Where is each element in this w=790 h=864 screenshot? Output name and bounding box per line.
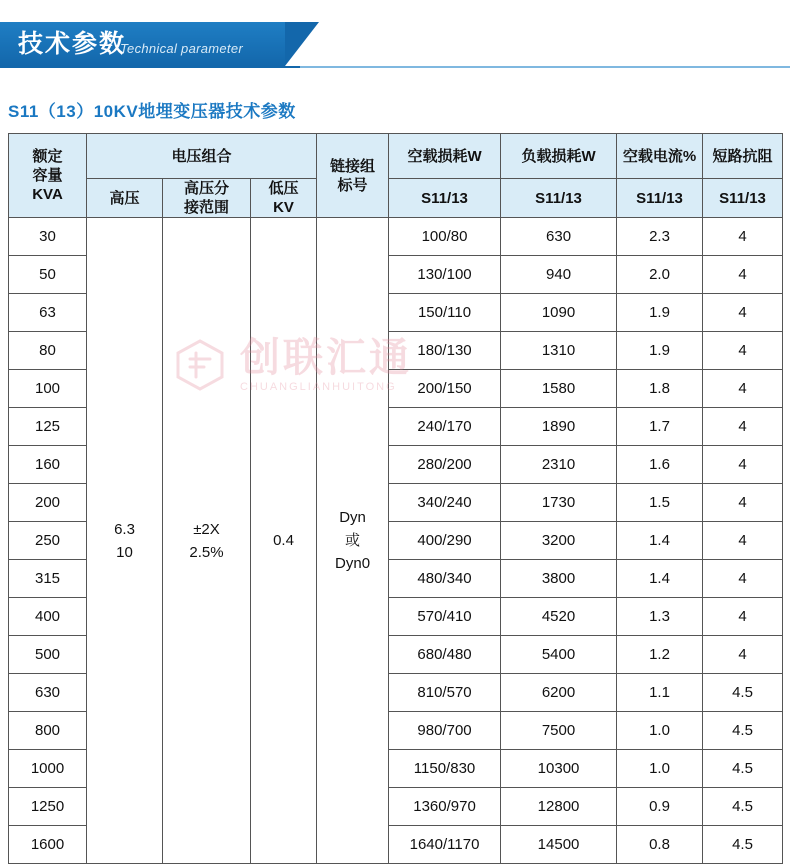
header-rated-capacity <box>9 134 87 218</box>
cell-rated-capacity: 1600 <box>9 826 87 864</box>
header-rated-capacity-line3: KVA <box>32 186 63 203</box>
header-model-impedance: S11/13 <box>703 179 783 218</box>
header-no-load-loss: 空载损耗W <box>389 134 501 179</box>
banner-title-chinese: 技术参数 <box>18 30 127 58</box>
header-model-no-load-current: S11/13 <box>617 179 703 218</box>
table-row <box>9 218 783 256</box>
cell-load-loss: 630 <box>501 218 617 256</box>
cell-load-loss: 3800 <box>501 560 617 598</box>
cell-impedance: 4 <box>703 218 783 256</box>
cell-impedance: 4 <box>703 446 783 484</box>
cell-load-loss: 940 <box>501 256 617 294</box>
cell-impedance: 4.5 <box>703 788 783 826</box>
cell-rated-capacity: 63 <box>9 294 87 332</box>
cell-impedance: 4 <box>703 598 783 636</box>
cell-rated-capacity: 50 <box>9 256 87 294</box>
cell-no-load-current: 1.9 <box>617 332 703 370</box>
header-high-voltage-tap-line2: 接范围 <box>183 199 229 216</box>
header-voltage-group: 电压组合 <box>87 134 317 179</box>
header-low-voltage <box>251 179 317 218</box>
cell-impedance: 4.5 <box>703 826 783 864</box>
cell-rated-capacity: 80 <box>9 332 87 370</box>
cell-high-voltage-merged <box>87 218 163 864</box>
cell-no-load-current: 2.3 <box>617 218 703 256</box>
cell-impedance: 4 <box>703 370 783 408</box>
cell-load-loss: 1580 <box>501 370 617 408</box>
header-model-load-loss: S11/13 <box>501 179 617 218</box>
cell-no-load-current: 1.0 <box>617 712 703 750</box>
cell-load-loss: 10300 <box>501 750 617 788</box>
header-link-group-line1: 链接组 <box>330 157 376 175</box>
cell-no-load-loss: 980/700 <box>389 712 501 750</box>
cell-load-loss: 1730 <box>501 484 617 522</box>
cell-impedance: 4 <box>703 294 783 332</box>
header-link-group <box>317 134 389 218</box>
cell-high-voltage-tap-merged <box>163 218 251 864</box>
cell-impedance: 4.5 <box>703 712 783 750</box>
cell-rated-capacity: 500 <box>9 636 87 674</box>
cell-load-loss: 7500 <box>501 712 617 750</box>
header-link-group-line2: 标号 <box>337 176 368 194</box>
cell-no-load-loss: 570/410 <box>389 598 501 636</box>
page-header-banner <box>0 0 790 88</box>
cell-no-load-loss: 1360/970 <box>389 788 501 826</box>
cell-rated-capacity: 250 <box>9 522 87 560</box>
header-load-loss: 负载损耗W <box>501 134 617 179</box>
table-header <box>9 134 783 218</box>
cell-no-load-loss: 1640/1170 <box>389 826 501 864</box>
cell-rated-capacity: 1250 <box>9 788 87 826</box>
technical-parameters-table <box>8 133 783 864</box>
cell-no-load-loss: 180/130 <box>389 332 501 370</box>
cell-load-loss: 14500 <box>501 826 617 864</box>
cell-impedance: 4 <box>703 636 783 674</box>
watermark-text-chinese: 创联汇通 <box>240 336 412 380</box>
table-header-row-2 <box>9 179 783 218</box>
cell-impedance: 4 <box>703 484 783 522</box>
cell-no-load-current: 1.7 <box>617 408 703 446</box>
section-title: S11（13）10KV地埋变压器技术参数 <box>8 102 296 121</box>
cell-rated-capacity: 630 <box>9 674 87 712</box>
cell-no-load-current: 1.4 <box>617 560 703 598</box>
cell-no-load-loss: 240/170 <box>389 408 501 446</box>
cell-rated-capacity: 125 <box>9 408 87 446</box>
cell-impedance: 4 <box>703 256 783 294</box>
cell-impedance: 4.5 <box>703 674 783 712</box>
header-low-voltage-line1: 低压 <box>268 180 299 197</box>
cell-link-group-line2: 或 <box>345 532 361 549</box>
cell-load-loss: 4520 <box>501 598 617 636</box>
cell-high-voltage-tap-line1: ±2X <box>193 520 220 538</box>
cell-rated-capacity: 30 <box>9 218 87 256</box>
cell-no-load-loss: 340/240 <box>389 484 501 522</box>
cell-no-load-current: 2.0 <box>617 256 703 294</box>
header-model-no-load-loss: S11/13 <box>389 179 501 218</box>
cell-low-voltage-merged: 0.4 <box>251 218 317 864</box>
cell-rated-capacity: 1000 <box>9 750 87 788</box>
header-rated-capacity-line2: 容量 <box>32 167 63 184</box>
cell-rated-capacity: 400 <box>9 598 87 636</box>
cell-no-load-current: 0.8 <box>617 826 703 864</box>
cell-impedance: 4 <box>703 332 783 370</box>
cell-rated-capacity: 315 <box>9 560 87 598</box>
cell-rated-capacity: 160 <box>9 446 87 484</box>
cell-high-voltage-tap-line2: 2.5% <box>189 543 224 561</box>
header-high-voltage: 高压 <box>87 179 163 218</box>
cell-load-loss: 12800 <box>501 788 617 826</box>
cell-no-load-loss: 150/110 <box>389 294 501 332</box>
cell-no-load-current: 1.3 <box>617 598 703 636</box>
cell-no-load-loss: 1150/830 <box>389 750 501 788</box>
header-no-load-current: 空载电流% <box>617 134 703 179</box>
cell-no-load-current: 1.0 <box>617 750 703 788</box>
cell-no-load-current: 1.4 <box>617 522 703 560</box>
cell-no-load-current: 1.6 <box>617 446 703 484</box>
cell-load-loss: 5400 <box>501 636 617 674</box>
cell-no-load-loss: 100/80 <box>389 218 501 256</box>
header-low-voltage-line2: KV <box>273 199 294 216</box>
cell-rated-capacity: 800 <box>9 712 87 750</box>
cell-link-group-merged <box>317 218 389 864</box>
cell-no-load-loss: 810/570 <box>389 674 501 712</box>
cell-load-loss: 6200 <box>501 674 617 712</box>
cell-no-load-loss: 130/100 <box>389 256 501 294</box>
cell-impedance: 4 <box>703 408 783 446</box>
header-high-voltage-tap-line1: 高压分 <box>183 180 229 197</box>
cell-load-loss: 3200 <box>501 522 617 560</box>
banner-underline-strong <box>0 66 300 68</box>
cell-no-load-current: 0.9 <box>617 788 703 826</box>
cell-no-load-loss: 280/200 <box>389 446 501 484</box>
cell-link-group-line3: Dyn0 <box>335 555 371 572</box>
cell-rated-capacity: 100 <box>9 370 87 408</box>
header-rated-capacity-line1: 额定 <box>32 148 63 165</box>
cell-no-load-loss: 400/290 <box>389 522 501 560</box>
cell-load-loss: 1310 <box>501 332 617 370</box>
banner-arrow-tail <box>285 22 319 66</box>
watermark-text-english: CHUANGLIANHUITONG <box>240 381 397 393</box>
cell-no-load-loss: 480/340 <box>389 560 501 598</box>
cell-impedance: 4 <box>703 560 783 598</box>
cell-no-load-loss: 200/150 <box>389 370 501 408</box>
banner-title-english: Technical parameter <box>120 41 244 56</box>
cell-rated-capacity: 200 <box>9 484 87 522</box>
cell-load-loss: 1890 <box>501 408 617 446</box>
cell-load-loss: 2310 <box>501 446 617 484</box>
table-header-row-1 <box>9 134 783 179</box>
cell-link-group-line1: Dyn <box>339 509 366 526</box>
cell-no-load-current: 1.5 <box>617 484 703 522</box>
cell-no-load-current: 1.2 <box>617 636 703 674</box>
cell-no-load-loss: 680/480 <box>389 636 501 674</box>
header-short-circuit-impedance: 短路抗阻 <box>703 134 783 179</box>
header-high-voltage-tap-range <box>163 179 251 218</box>
cell-impedance: 4.5 <box>703 750 783 788</box>
table-body <box>9 218 783 864</box>
cell-high-voltage-line2: 10 <box>116 543 133 561</box>
cell-no-load-current: 1.1 <box>617 674 703 712</box>
cell-impedance: 4 <box>703 522 783 560</box>
cell-high-voltage-line1: 6.3 <box>114 520 135 538</box>
cell-no-load-current: 1.8 <box>617 370 703 408</box>
cell-load-loss: 1090 <box>501 294 617 332</box>
technical-parameters-table-container <box>8 133 782 864</box>
cell-no-load-current: 1.9 <box>617 294 703 332</box>
